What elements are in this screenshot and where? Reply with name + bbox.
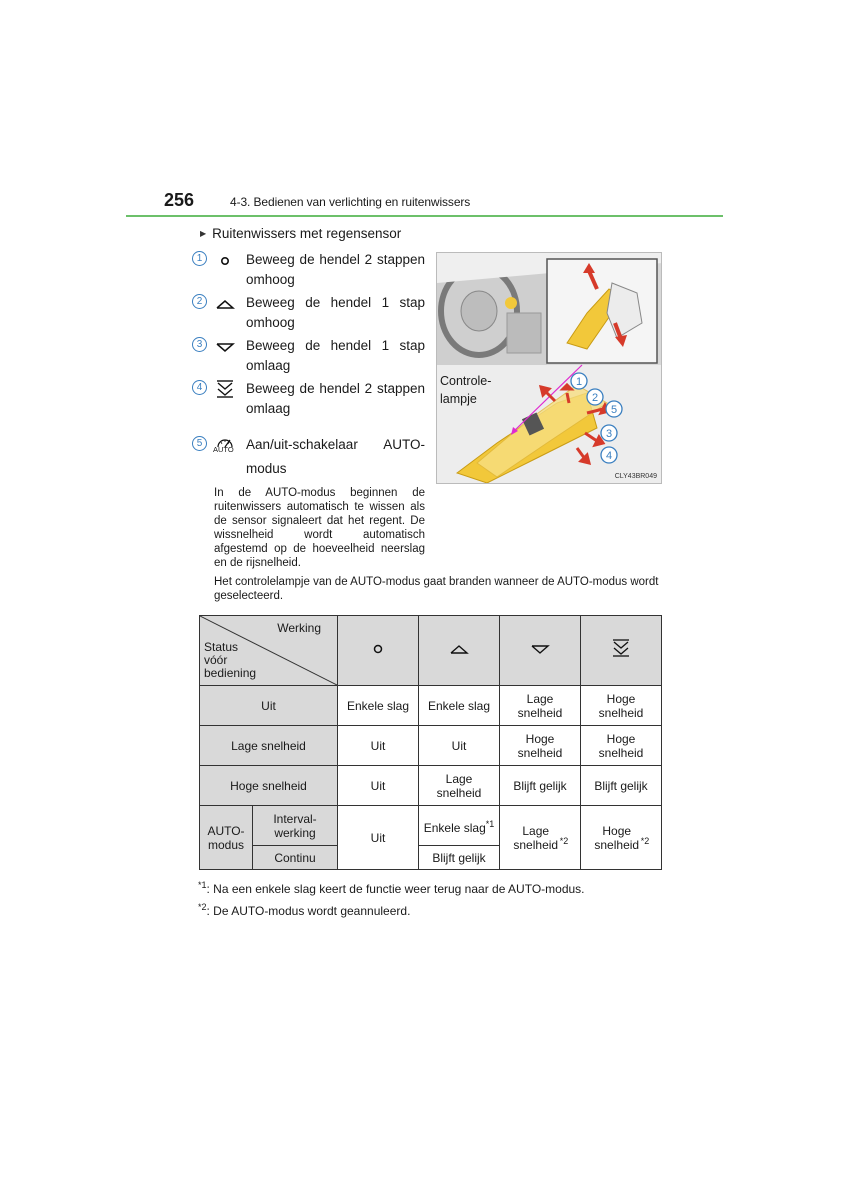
row-label: Lage snelheid	[200, 726, 338, 766]
footnote-mark: *1	[198, 880, 207, 890]
circle-icon	[370, 641, 386, 657]
cell-text: Enkele slag	[423, 820, 486, 835]
table-cell	[419, 806, 500, 846]
header-up-cell	[419, 616, 500, 686]
table-cell: Blijft gelijk	[500, 766, 581, 806]
table-cell	[500, 806, 581, 870]
header-circle-cell	[338, 616, 419, 686]
table-cell: Blijft gelijk	[419, 846, 500, 870]
header-rule	[126, 215, 723, 217]
table-cell: Hoge snelheid	[581, 726, 662, 766]
caret-up-icon	[214, 293, 236, 313]
indicator-note: Het controlelampje van de AUTO-modus gaat branden wanneer de AUTO-modus wordt geselecteerd.	[214, 576, 659, 602]
wiper-lever-illustration	[436, 252, 662, 484]
table-cell: Uit	[419, 726, 500, 766]
row-label: Uit	[200, 686, 338, 726]
item-text-line2: omhoog	[246, 272, 295, 287]
illustration-code: CLY43BR049	[614, 473, 657, 480]
table-cell	[581, 806, 662, 870]
item-text-line2: omhoog	[246, 315, 295, 330]
caret-up-icon	[448, 641, 470, 657]
callout-3: 3	[605, 428, 613, 440]
table-row	[200, 766, 662, 806]
auto-wiper-icon-label: AUTO	[213, 445, 234, 454]
callout-5: 5	[610, 404, 618, 416]
table-row	[200, 806, 662, 846]
continuous-label: Continu	[253, 846, 338, 870]
caret-down-icon	[214, 336, 236, 356]
cell-text: Lage snelheid	[513, 823, 559, 852]
subheading-text: Ruitenwissers met regensensor	[212, 226, 402, 241]
table-cell: Enkele slag	[338, 686, 419, 726]
table-row	[200, 686, 662, 726]
footnote-2	[198, 902, 410, 918]
table-cell: Enkele slag	[419, 686, 500, 726]
footnote-text: : Na een enkele slag keert de functie weer terug naar de AUTO-modus.	[206, 882, 585, 896]
auto-mode-label: AUTO-modus	[200, 806, 253, 870]
table-cell: Uit	[338, 766, 419, 806]
callout-2: 2	[591, 392, 599, 404]
footnote-text: : De AUTO-modus wordt geannuleerd.	[206, 904, 411, 918]
footnote-ref: *2	[559, 835, 569, 846]
section-title: 4-3. Bedienen van verlichting en ruitenwissers	[230, 195, 471, 209]
caret-down-icon	[529, 641, 551, 657]
table-cell: Hoge snelheid	[581, 686, 662, 726]
cell-text: Hoge snelheid	[594, 823, 640, 852]
table-cell: Lage snelheid	[419, 766, 500, 806]
callout-1: 1	[575, 376, 583, 388]
header-down-cell	[500, 616, 581, 686]
corner-bottom-label: Status vóór bediening	[204, 640, 257, 680]
indicator-caption-line1: Controle-	[440, 374, 492, 388]
table-cell: Hoge snelheid	[500, 726, 581, 766]
subheading	[200, 226, 401, 241]
row-label: Hoge snelheid	[200, 766, 338, 806]
auto-wiper-icon	[212, 435, 238, 457]
auto-mode-description: In de AUTO-modus beginnen de ruitenwissers automatisch te wissen als de sensor signaleert dat het regent. De wissnelheid wordt automatisch afgestemd op de hoeveelheid neerslag en de rijsnelheid.	[214, 487, 425, 569]
illustration-drawing	[437, 253, 662, 484]
callout-number: 1	[192, 251, 207, 266]
callout-number: 3	[192, 337, 207, 352]
table-row	[200, 726, 662, 766]
footnote-ref: *1	[485, 818, 495, 829]
footnote-ref: *2	[640, 835, 650, 846]
item-text-line2: omlaag	[246, 401, 291, 416]
table-cell: Blijft gelijk	[581, 766, 662, 806]
callout-4: 4	[605, 450, 613, 462]
table-cell: Lage snelheid	[500, 686, 581, 726]
table-cell: Uit	[338, 726, 419, 766]
item-text: Beweeg de hendel 2 stappen	[246, 252, 425, 267]
corner-top-label: Werking	[277, 621, 321, 635]
double-caret-down-icon	[214, 379, 236, 399]
page-number: 256	[164, 190, 195, 210]
item-text-line2: modus	[246, 461, 287, 476]
item-text: Beweeg de hendel 2 stappen	[246, 381, 425, 396]
table-corner-cell	[200, 616, 338, 686]
operation-table	[199, 615, 662, 870]
indicator-caption-line2: lampje	[440, 392, 477, 406]
callout-number: 2	[192, 294, 207, 309]
header-double-down-cell	[581, 616, 662, 686]
item-text-line2: omlaag	[246, 358, 291, 373]
bullet-triangle-icon: ▶	[200, 229, 207, 238]
item-text: Aan/uit-schakelaar AUTO-	[246, 437, 425, 452]
callout-number: 4	[192, 380, 207, 395]
double-caret-down-icon	[610, 638, 632, 660]
table-cell: Uit	[338, 806, 419, 870]
item-text: Beweeg de hendel 1 stap	[246, 338, 425, 353]
item-text: Beweeg de hendel 1 stap	[246, 295, 425, 310]
indicator-caption	[440, 372, 491, 408]
footnote-1	[198, 880, 585, 896]
interval-label: Interval-werking	[253, 806, 338, 846]
circle-icon	[214, 250, 236, 270]
callout-number: 5	[192, 436, 207, 451]
footnote-mark: *2	[198, 902, 207, 912]
